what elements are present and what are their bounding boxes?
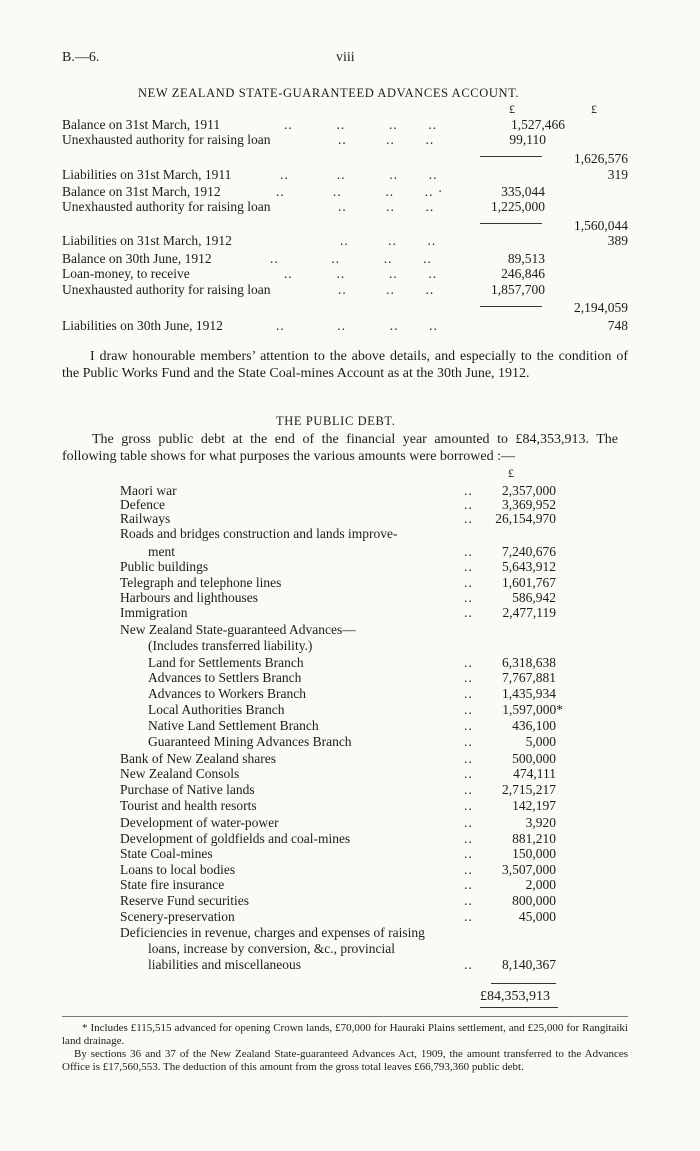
debt-row [148, 686, 556, 701]
debt-row [120, 511, 556, 526]
debt-row [148, 941, 556, 956]
account-row-label: Unexhausted authority for raising loan [62, 132, 271, 147]
debt-row [120, 877, 556, 892]
debt-row-value: 5,643,912 [502, 559, 556, 574]
debt-intro: The gross public debt at the end of the financial year amounted to £84,353,913. The following table shows for what purposes the various amounts were borrowed :— [62, 432, 618, 464]
account-row-col1: 1,857,700 [491, 282, 545, 297]
account-row-label: Balance on 30th June, 1912 [62, 251, 212, 266]
footnote-1: * Includes £115,515 advanced for opening Crown lands, £70,000 for Hauraki Plains settlement, and £25,000 for Rangitaiki land drainage. [62, 1022, 628, 1047]
debt-row [120, 862, 556, 877]
leader-dots: .. [464, 957, 473, 972]
debt-row-label: Loans to local bodies [120, 862, 236, 877]
page-ref: B.—6. [62, 50, 100, 65]
debt-row [148, 702, 563, 717]
account-row-label: Liabilities on 31st March, 1911 [62, 167, 232, 182]
debt-total: £84,353,913 [480, 989, 550, 1004]
account-row-label: Balance on 31st March, 1911 [62, 117, 221, 132]
account-row-col1: 99,110 [509, 132, 546, 147]
debt-row-label: Immigration [120, 605, 188, 620]
leader-dots: .. [464, 846, 473, 861]
leader-dots: .. [464, 497, 473, 512]
debt-row-label: Local Authorities Branch [148, 702, 285, 717]
account-row-label: Loan-money, to receive [62, 266, 190, 281]
leader-dots: .. [464, 544, 473, 559]
debt-row-label: liabilities and miscellaneous [148, 957, 301, 972]
debt-row-value: 586,942 [512, 590, 556, 605]
leader-dots: .. [464, 782, 473, 797]
footnote-divider [62, 1016, 628, 1017]
account-row [62, 151, 628, 166]
debt-currency: £ [508, 466, 514, 480]
account-row-label: Liabilities on 30th June, 1912 [62, 318, 223, 333]
debt-row-value: 5,000 [525, 734, 556, 749]
leader-dots: .. [464, 686, 473, 701]
account-row-col1: 246,846 [501, 266, 545, 281]
debt-row-label: (Includes transferred liability.) [148, 638, 313, 653]
debt-row [120, 483, 556, 498]
leader-dots: .. [464, 718, 473, 733]
debt-row-label: New Zealand State-guaranteed Advances— [120, 622, 356, 637]
debt-row-label: Bank of New Zealand shares [120, 751, 276, 766]
debt-row-value: 436,100 [512, 718, 556, 733]
debt-row-label: State fire insurance [120, 877, 225, 892]
leader-dots: .. .. .. .. [276, 318, 438, 333]
account-row-col1: 1,225,000 [491, 199, 545, 214]
debt-row-label: Telegraph and telephone lines [120, 575, 282, 590]
leader-dots: .. [464, 511, 473, 526]
debt-row-label: Guaranteed Mining Advances Branch [148, 734, 352, 749]
leader-dots: .. .. .. [338, 282, 435, 297]
debt-row [120, 751, 556, 766]
account-row-col2: 2,194,059 [574, 300, 628, 315]
account-row [62, 300, 628, 315]
debt-row-label: New Zealand Consols [120, 766, 240, 781]
debt-row-value: 7,767,881 [502, 670, 556, 685]
account-row [62, 117, 628, 132]
leader-dots: .. .. .. .. [284, 117, 438, 132]
debt-row-value: 1,597,000* [502, 702, 563, 717]
debt-row [120, 766, 556, 781]
debt-row-value: 45,000 [518, 909, 556, 924]
debt-row-value: 3,369,952 [502, 497, 556, 512]
debt-row-value: 150,000 [512, 846, 556, 861]
debt-row [148, 544, 556, 559]
leader-dots: .. [464, 751, 473, 766]
account-row-col1: 335,044 [501, 184, 545, 199]
account-row-col2: 389 [607, 233, 628, 248]
account-row [62, 233, 628, 248]
debt-row [148, 638, 556, 653]
leader-dots: .. .. .. .. · [276, 184, 444, 199]
account-row-label: Unexhausted authority for raising loan [62, 199, 271, 214]
debt-row-label: ment [148, 544, 175, 559]
account-currency-col1: £ [509, 102, 515, 116]
leader-dots: .. [464, 766, 473, 781]
debt-row [120, 497, 556, 512]
account-row-col1: 1,527,466 [511, 117, 565, 132]
leader-dots: .. .. .. .. [280, 167, 438, 182]
account-row [62, 199, 628, 214]
account-title: NEW ZEALAND STATE-GUARANTEED ADVANCES ACCOUNT. [138, 86, 520, 100]
debt-row [120, 798, 556, 813]
debt-row-value: 3,507,000 [502, 862, 556, 877]
debt-row [148, 718, 556, 733]
debt-row [120, 815, 556, 830]
debt-row-value: 2,715,217 [502, 782, 556, 797]
footnote-2: By sections 36 and 37 of the New Zealand State-guaranteed Advances Act, 1909, the amount transferred to the Advances Office is £17,560,553. The deduction of this amount from the gross total leaves £66,793,360 public debt. [62, 1048, 628, 1073]
debt-row-label: loans, increase by conversion, &c., provincial [148, 941, 396, 956]
debt-row-label: Deficiencies in revenue, charges and expenses of raising [120, 925, 425, 940]
account-row [62, 132, 628, 147]
debt-row [148, 670, 556, 685]
debt-row-label: Land for Settlements Branch [148, 655, 304, 670]
debt-row-label: State Coal-mines [120, 846, 213, 861]
account-row [62, 318, 628, 333]
debt-row [120, 559, 556, 574]
debt-row [148, 655, 556, 670]
leader-dots: .. .. .. [340, 233, 437, 248]
debt-title: THE PUBLIC DEBT. [276, 414, 396, 428]
debt-row-value: 1,601,767 [502, 575, 556, 590]
total-rule [491, 983, 556, 984]
leader-dots: .. [464, 815, 473, 830]
debt-row-label: Roads and bridges construction and lands improve- [120, 526, 398, 541]
leader-dots: .. [464, 734, 473, 749]
debt-row-label: Tourist and health resorts [120, 798, 257, 813]
debt-row [120, 590, 556, 605]
leader-dots: .. [464, 862, 473, 877]
leader-dots: .. .. .. .. [284, 266, 438, 281]
debt-row-value: 2,357,000 [502, 483, 556, 498]
debt-row-value: 3,920 [525, 815, 556, 830]
debt-row-label: Harbours and lighthouses [120, 590, 258, 605]
debt-row-value: 800,000 [512, 893, 556, 908]
leader-dots: .. .. .. [338, 199, 435, 214]
debt-row [120, 782, 556, 797]
debt-row [120, 622, 556, 637]
leader-dots: .. [464, 483, 473, 498]
leader-dots: .. .. .. [338, 132, 435, 147]
leader-dots: .. [464, 575, 473, 590]
debt-row [148, 734, 556, 749]
debt-row [120, 846, 556, 861]
account-row [62, 251, 628, 266]
debt-row [120, 909, 556, 924]
debt-row-value: 7,240,676 [502, 544, 556, 559]
account-row [62, 218, 628, 233]
leader-dots: .. [464, 893, 473, 908]
debt-row [120, 526, 556, 541]
leader-dots: .. [464, 831, 473, 846]
leader-dots: .. [464, 702, 473, 717]
debt-row-label: Development of goldfields and coal-mines [120, 831, 351, 846]
debt-row-value: 142,197 [512, 798, 556, 813]
debt-row [120, 605, 556, 620]
account-row [62, 266, 628, 281]
debt-row [148, 957, 556, 972]
leader-dots: .. [464, 798, 473, 813]
debt-row-value: 474,111 [513, 766, 556, 781]
debt-row-label: Development of water-power [120, 815, 279, 830]
account-row-col2: 319 [607, 167, 628, 182]
debt-row-label: Maori war [120, 483, 177, 498]
debt-row-value: 26,154,970 [495, 511, 556, 526]
account-row-col1: 89,513 [507, 251, 545, 266]
debt-row-label: Advances to Settlers Branch [148, 670, 302, 685]
debt-row-label: Public buildings [120, 559, 209, 574]
leader-dots: .. [464, 670, 473, 685]
debt-row-value: 2,477,119 [502, 605, 556, 620]
leader-dots: .. [464, 877, 473, 892]
account-row [62, 184, 628, 199]
debt-row [120, 893, 556, 908]
leader-dots: .. [464, 909, 473, 924]
leader-dots: .. [464, 605, 473, 620]
debt-row-value: 2,000 [525, 877, 556, 892]
account-row [62, 282, 628, 297]
debt-row [120, 831, 556, 846]
page-number: viii [336, 50, 355, 65]
debt-row [120, 925, 556, 940]
account-row [62, 167, 628, 182]
leader-dots: .. [464, 655, 473, 670]
account-row-col2: 748 [607, 318, 628, 333]
leader-dots: .. [464, 559, 473, 574]
debt-row-label: Native Land Settlement Branch [148, 718, 319, 733]
account-row-col2: 1,560,044 [574, 218, 628, 233]
leader-dots: .. [464, 590, 473, 605]
account-row-label: Balance on 31st March, 1912 [62, 184, 221, 199]
account-currency-col2: £ [591, 102, 597, 116]
commentary-paragraph: I draw honourable members’ attention to the above details, and especially to the condition of the Public Works Fund and the State Coal-mines Account as at the 30th June, 1912. [62, 349, 628, 381]
account-row-col2: 1,626,576 [574, 151, 628, 166]
debt-row-label: Advances to Workers Branch [148, 686, 306, 701]
debt-row-label: Purchase of Native lands [120, 782, 255, 797]
debt-row-label: Reserve Fund securities [120, 893, 249, 908]
debt-row [120, 575, 556, 590]
debt-row-value: 8,140,367 [502, 957, 556, 972]
debt-row-value: 1,435,934 [502, 686, 556, 701]
total-underline [480, 1007, 558, 1008]
debt-row-value: 881,210 [512, 831, 556, 846]
debt-row-label: Railways [120, 511, 171, 526]
leader-dots: .. .. .. .. [270, 251, 432, 266]
debt-row-label: Scenery-preservation [120, 909, 235, 924]
debt-row-label: Defence [120, 497, 165, 512]
account-row-label: Unexhausted authority for raising loan [62, 282, 271, 297]
debt-row-value: 6,318,638 [502, 655, 556, 670]
account-row-label: Liabilities on 31st March, 1912 [62, 233, 232, 248]
debt-row-value: 500,000 [512, 751, 556, 766]
